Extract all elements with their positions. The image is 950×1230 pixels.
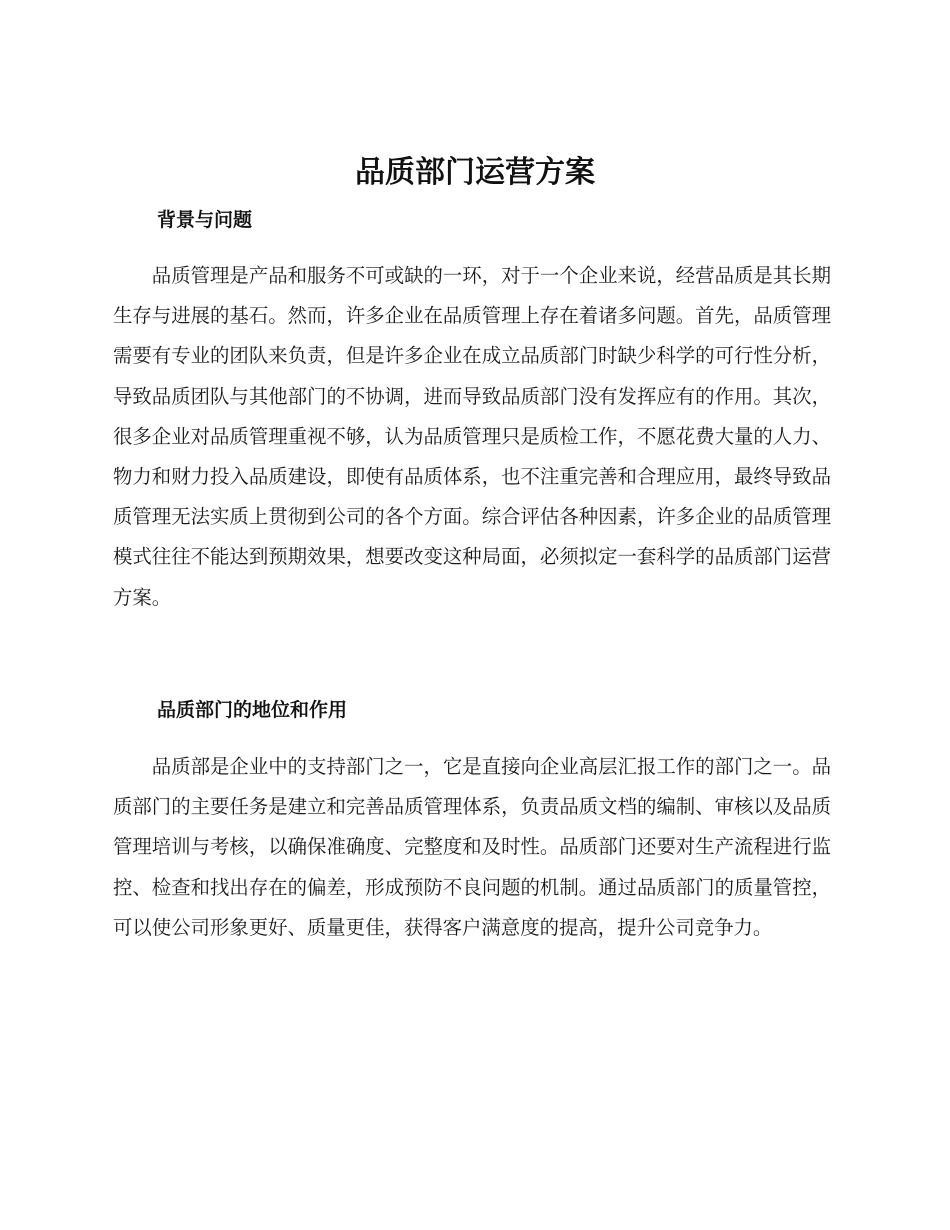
section-heading-background: 背景与问题 [157, 209, 253, 231]
section-paragraph-background: 品质管理是产品和服务不可或缺的一环，对于一个企业来说，经营品质是其长期生存与进展的基石。然而，许多企业在品质管理上存在着诸多问题。首先，品质管理需要有专业的团队来负责，但是许多企业在成立品质部门时缺少科学的可行性分析，导致品质团队与其他部门的不协调，进而导致品质部门没有发挥应有的作用。其次，很多企业对品质管理重视不够，认为品质管理只是质检工作，不愿花费大量的人力、物力和财力投入品质建设，即使有品质体系，也不注重完善和合理应用，最终导致品质管理无法实质上贯彻到公司的各个方面。综合评估各种因素，许多企业的品质管理模式往往不能达到预期效果，想要改变这种局面，必须拟定一套科学的品质部门运营方案。 [113, 264, 831, 609]
section-paragraph-role: 品质部是企业中的支持部门之一，它是直接向企业高层汇报工作的部门之一。品质部门的主要任务是建立和完善品质管理体系，负责品质文档的编制、审核以及品质管理培训与考核，以确保准确度、完整度和及时性。品质部门还要对生产流程进行监控、检查和找出存在的偏差，形成预防不良问题的机制。通过品质部门的质量管控，可以使公司形象更好、质量更佳，获得客户满意度的提高，提升公司竞争力。 [113, 755, 831, 939]
document-title: 品质部门运营方案 [355, 155, 595, 190]
section-heading-role: 品质部门的地位和作用 [157, 699, 348, 721]
